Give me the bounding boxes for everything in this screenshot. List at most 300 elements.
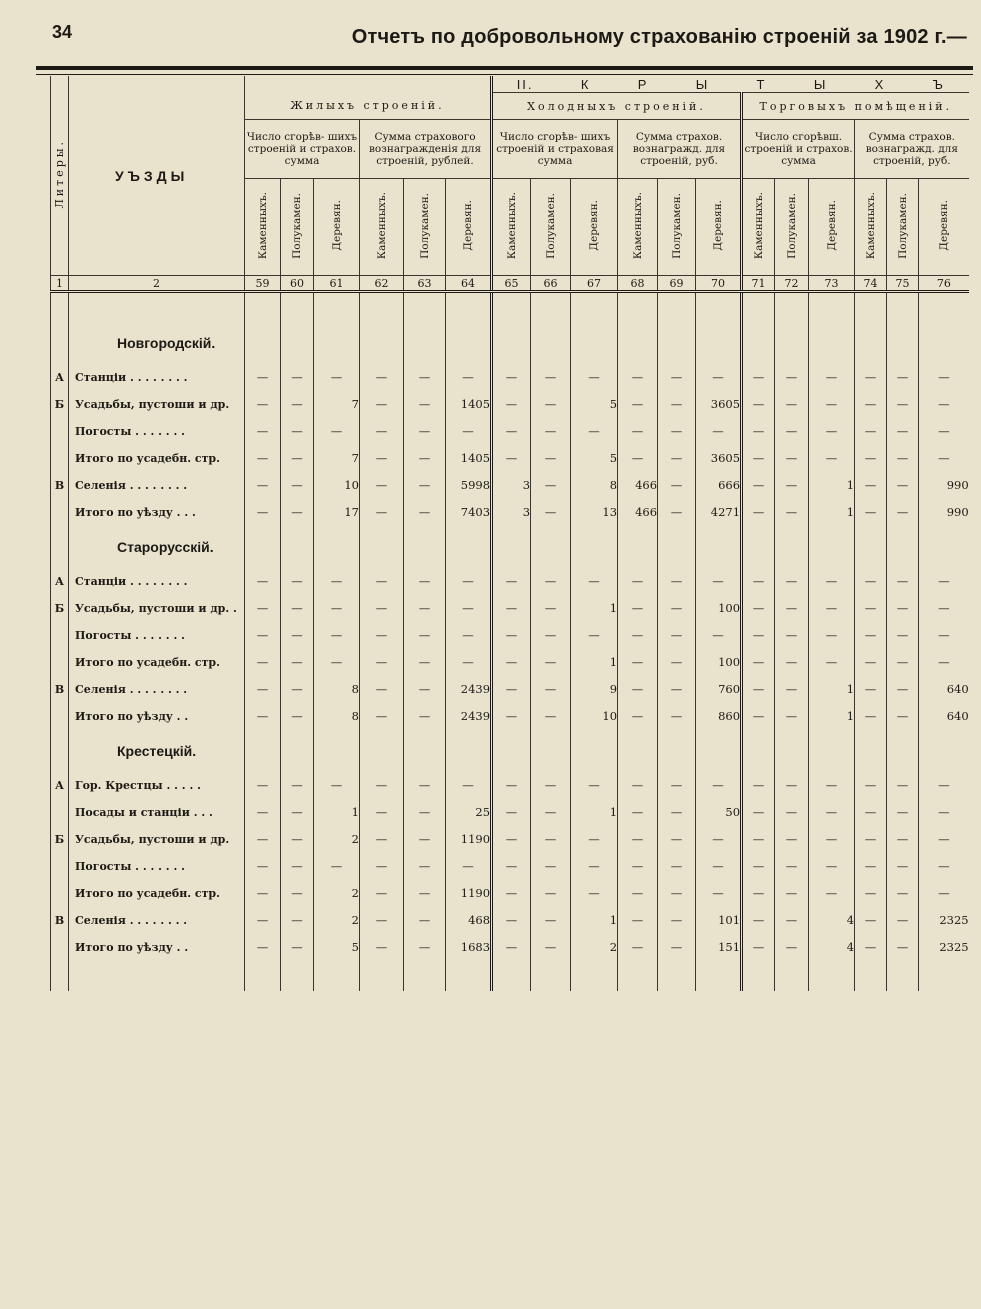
table-cell: — bbox=[245, 907, 281, 934]
table-cell: — bbox=[531, 364, 571, 391]
table-cell: — bbox=[446, 772, 492, 799]
table-cell: — bbox=[281, 826, 314, 853]
row-litera bbox=[51, 649, 69, 676]
table-cell: 760 bbox=[696, 676, 742, 703]
table-cell bbox=[446, 292, 492, 322]
table-cell: — bbox=[492, 568, 531, 595]
table-cell bbox=[245, 730, 281, 772]
table-cell bbox=[775, 322, 809, 364]
table-cell: — bbox=[887, 472, 919, 499]
part-title-letter: Ы bbox=[813, 76, 828, 92]
table-cell: — bbox=[492, 934, 531, 961]
table-cell: 7 bbox=[314, 391, 360, 418]
table-cell: — bbox=[360, 703, 404, 730]
table-cell: — bbox=[492, 445, 531, 472]
row-litera bbox=[51, 934, 69, 961]
row-label: Итого по усадебн. стр. bbox=[69, 649, 245, 676]
table-cell: — bbox=[919, 649, 969, 676]
material-col-header: Полукамен. bbox=[658, 179, 696, 276]
table-cell bbox=[919, 730, 969, 772]
table-cell: — bbox=[245, 799, 281, 826]
table-cell: 468 bbox=[446, 907, 492, 934]
table-cell: — bbox=[245, 418, 281, 445]
table-cell: — bbox=[281, 445, 314, 472]
table-cell: 9 bbox=[571, 676, 618, 703]
table-cell: 101 bbox=[696, 907, 742, 934]
table-cell: — bbox=[887, 826, 919, 853]
subgroup-header: Сумма страхов. вознагражд. для строеній, руб. bbox=[618, 120, 742, 179]
table-cell: — bbox=[531, 676, 571, 703]
table-cell: 4 bbox=[809, 907, 855, 934]
table-cell: — bbox=[360, 418, 404, 445]
table-cell bbox=[809, 526, 855, 568]
table-cell: — bbox=[696, 418, 742, 445]
statistics-table bbox=[50, 76, 969, 991]
column-number: 65 bbox=[492, 276, 531, 292]
table-cell bbox=[245, 292, 281, 322]
table-cell bbox=[404, 526, 446, 568]
material-col-header: Полукамен. bbox=[531, 179, 571, 276]
table-cell: — bbox=[658, 703, 696, 730]
table-cell: — bbox=[809, 418, 855, 445]
table-cell: — bbox=[887, 676, 919, 703]
district-name: Старорусскій. bbox=[69, 526, 245, 568]
table-cell bbox=[855, 730, 887, 772]
row-litera bbox=[51, 799, 69, 826]
table-cell: 1 bbox=[571, 907, 618, 934]
uezdy-header: УЪЗДЫ bbox=[69, 76, 245, 276]
table-cell: — bbox=[446, 568, 492, 595]
table-cell: — bbox=[855, 799, 887, 826]
table-cell: — bbox=[314, 772, 360, 799]
table-cell: 666 bbox=[696, 472, 742, 499]
table-cell bbox=[446, 526, 492, 568]
table-cell: — bbox=[492, 853, 531, 880]
table-cell bbox=[855, 961, 887, 991]
table-cell: — bbox=[618, 418, 658, 445]
table-cell: 1 bbox=[314, 799, 360, 826]
table-cell bbox=[809, 961, 855, 991]
table-cell: — bbox=[809, 391, 855, 418]
table-cell: 4271 bbox=[696, 499, 742, 526]
table-cell: 3605 bbox=[696, 445, 742, 472]
table-cell: 1 bbox=[809, 676, 855, 703]
table-cell: — bbox=[571, 826, 618, 853]
table-cell: — bbox=[531, 703, 571, 730]
table-cell: — bbox=[919, 799, 969, 826]
table-cell: — bbox=[742, 934, 775, 961]
column-number: 60 bbox=[281, 276, 314, 292]
table-cell: — bbox=[775, 418, 809, 445]
table-cell: — bbox=[742, 418, 775, 445]
table-cell: — bbox=[742, 649, 775, 676]
table-row bbox=[51, 391, 969, 418]
table-row bbox=[51, 703, 969, 730]
column-number: 69 bbox=[658, 276, 696, 292]
column-number: 2 bbox=[69, 276, 245, 292]
table-cell: 25 bbox=[446, 799, 492, 826]
table-cell: — bbox=[618, 364, 658, 391]
row-label: Итого по уѣзду . . . bbox=[69, 499, 245, 526]
table-cell: 3605 bbox=[696, 391, 742, 418]
material-col-header: Полукамен. bbox=[404, 179, 446, 276]
table-cell: — bbox=[281, 364, 314, 391]
table-cell bbox=[404, 292, 446, 322]
table-cell: — bbox=[809, 649, 855, 676]
table-cell: 5 bbox=[571, 445, 618, 472]
table-cell: — bbox=[531, 880, 571, 907]
table-cell: 2325 bbox=[919, 907, 969, 934]
table-cell: 1 bbox=[809, 703, 855, 730]
table-cell: — bbox=[245, 676, 281, 703]
table-cell: 2439 bbox=[446, 676, 492, 703]
part-title-letter: Ы bbox=[695, 76, 710, 92]
table-cell: — bbox=[360, 568, 404, 595]
table-cell: — bbox=[809, 622, 855, 649]
column-number: 1 bbox=[51, 276, 69, 292]
column-number: 63 bbox=[404, 276, 446, 292]
table-cell: 5 bbox=[571, 391, 618, 418]
table-cell: — bbox=[446, 364, 492, 391]
table-cell: — bbox=[696, 772, 742, 799]
table-cell: — bbox=[492, 799, 531, 826]
table-cell: — bbox=[245, 445, 281, 472]
table-cell: 1190 bbox=[446, 826, 492, 853]
table-cell: — bbox=[618, 445, 658, 472]
table-cell bbox=[531, 961, 571, 991]
table-cell: — bbox=[855, 649, 887, 676]
table-cell: — bbox=[360, 499, 404, 526]
table-cell: — bbox=[281, 391, 314, 418]
part-title-letter: II. bbox=[516, 76, 534, 92]
table-cell: — bbox=[492, 391, 531, 418]
table-cell: 466 bbox=[618, 499, 658, 526]
table-cell: — bbox=[658, 499, 696, 526]
table-cell: — bbox=[658, 649, 696, 676]
table-cell: 1 bbox=[809, 472, 855, 499]
row-litera bbox=[51, 880, 69, 907]
table-cell bbox=[919, 322, 969, 364]
table-cell: — bbox=[404, 799, 446, 826]
table-cell: — bbox=[404, 472, 446, 499]
table-cell bbox=[919, 961, 969, 991]
table-cell: — bbox=[775, 595, 809, 622]
table-cell: — bbox=[531, 907, 571, 934]
table-row bbox=[51, 961, 969, 991]
table-cell bbox=[658, 730, 696, 772]
table-cell: — bbox=[492, 676, 531, 703]
table-cell: — bbox=[919, 445, 969, 472]
table-cell: — bbox=[658, 472, 696, 499]
table-cell bbox=[360, 292, 404, 322]
table-cell: — bbox=[404, 676, 446, 703]
table-cell: — bbox=[809, 826, 855, 853]
table-cell: — bbox=[742, 853, 775, 880]
table-cell: 1 bbox=[571, 799, 618, 826]
table-cell: — bbox=[887, 703, 919, 730]
table-cell: — bbox=[446, 853, 492, 880]
table-cell bbox=[658, 526, 696, 568]
table-cell: — bbox=[531, 472, 571, 499]
table-cell: — bbox=[855, 676, 887, 703]
material-col-header: Каменныхъ. bbox=[618, 179, 658, 276]
table-cell: — bbox=[245, 772, 281, 799]
table-cell: — bbox=[360, 391, 404, 418]
table-cell: — bbox=[492, 418, 531, 445]
row-label: Итого по уѣзду . . bbox=[69, 934, 245, 961]
row-label bbox=[69, 292, 245, 322]
table-cell: 2 bbox=[314, 907, 360, 934]
table-row bbox=[51, 676, 969, 703]
table-cell: — bbox=[618, 676, 658, 703]
table-cell: 2 bbox=[571, 934, 618, 961]
material-col-header: Деревян. bbox=[919, 179, 969, 276]
table-cell bbox=[245, 322, 281, 364]
table-cell: — bbox=[360, 880, 404, 907]
table-cell: — bbox=[404, 622, 446, 649]
table-cell: — bbox=[314, 364, 360, 391]
table-cell: — bbox=[281, 499, 314, 526]
table-cell: 5998 bbox=[446, 472, 492, 499]
table-cell: 2 bbox=[314, 826, 360, 853]
district-heading-row bbox=[51, 526, 969, 568]
district-name: Крестецкій. bbox=[69, 730, 245, 772]
table-cell bbox=[887, 961, 919, 991]
table-cell: — bbox=[245, 472, 281, 499]
table-cell: — bbox=[281, 799, 314, 826]
table-cell: — bbox=[855, 880, 887, 907]
row-litera: А bbox=[51, 772, 69, 799]
part-title-letter: Х bbox=[874, 76, 886, 92]
table-cell: 2439 bbox=[446, 703, 492, 730]
table-cell: — bbox=[281, 622, 314, 649]
table-cell bbox=[492, 961, 531, 991]
row-litera: В bbox=[51, 472, 69, 499]
table-cell: — bbox=[492, 826, 531, 853]
table-cell bbox=[446, 322, 492, 364]
group-cold: Холодныхъ строеній. bbox=[492, 93, 742, 120]
table-cell: — bbox=[742, 799, 775, 826]
row-label: Станціи . . . . . . . . bbox=[69, 364, 245, 391]
table-cell: — bbox=[809, 799, 855, 826]
table-cell: — bbox=[618, 595, 658, 622]
table-cell: — bbox=[446, 595, 492, 622]
group-trade: Торговыхъ помѣщеній. bbox=[742, 93, 969, 120]
table-cell: — bbox=[618, 853, 658, 880]
table-cell: 100 bbox=[696, 595, 742, 622]
row-label: Усадьбы, пустоши и др. bbox=[69, 391, 245, 418]
table-cell: — bbox=[492, 907, 531, 934]
table-cell: — bbox=[809, 853, 855, 880]
table-cell: — bbox=[855, 391, 887, 418]
table-cell: — bbox=[775, 568, 809, 595]
table-cell: — bbox=[618, 826, 658, 853]
row-litera bbox=[51, 292, 69, 322]
row-label: Посады и станціи . . . bbox=[69, 799, 245, 826]
table-cell: — bbox=[887, 853, 919, 880]
table-cell: — bbox=[245, 880, 281, 907]
table-cell: — bbox=[281, 853, 314, 880]
table-cell: — bbox=[919, 622, 969, 649]
table-cell: — bbox=[404, 853, 446, 880]
column-number: 62 bbox=[360, 276, 404, 292]
table-cell: 640 bbox=[919, 676, 969, 703]
table-cell: — bbox=[658, 418, 696, 445]
material-col-header: Деревян. bbox=[314, 179, 360, 276]
table-cell: — bbox=[314, 568, 360, 595]
table-cell bbox=[618, 292, 658, 322]
table-cell bbox=[245, 961, 281, 991]
table-cell: — bbox=[775, 445, 809, 472]
table-cell: 8 bbox=[314, 676, 360, 703]
table-cell: 1190 bbox=[446, 880, 492, 907]
table-cell: — bbox=[531, 826, 571, 853]
table-cell: 466 bbox=[618, 472, 658, 499]
table-cell: — bbox=[245, 595, 281, 622]
table-row bbox=[51, 622, 969, 649]
table-cell bbox=[742, 961, 775, 991]
table-cell: — bbox=[531, 622, 571, 649]
table-cell bbox=[492, 292, 531, 322]
table-row bbox=[51, 472, 969, 499]
table-cell: 1 bbox=[571, 595, 618, 622]
table-cell bbox=[571, 526, 618, 568]
row-label: Усадьбы, пустоши и др. bbox=[69, 826, 245, 853]
table-cell: — bbox=[855, 445, 887, 472]
table-cell: — bbox=[887, 391, 919, 418]
table-cell: — bbox=[742, 595, 775, 622]
table-row bbox=[51, 445, 969, 472]
row-litera: В bbox=[51, 676, 69, 703]
table-cell: — bbox=[919, 418, 969, 445]
table-cell: — bbox=[919, 595, 969, 622]
table-row bbox=[51, 499, 969, 526]
table-cell: — bbox=[775, 703, 809, 730]
table-cell: — bbox=[360, 772, 404, 799]
table-cell: — bbox=[919, 568, 969, 595]
table-cell: — bbox=[404, 772, 446, 799]
table-cell: 4 bbox=[809, 934, 855, 961]
table-cell bbox=[618, 526, 658, 568]
table-row bbox=[51, 364, 969, 391]
table-cell: — bbox=[658, 364, 696, 391]
table-cell bbox=[887, 730, 919, 772]
row-label: Итого по усадебн. стр. bbox=[69, 880, 245, 907]
table-cell: — bbox=[531, 934, 571, 961]
table-cell: — bbox=[360, 622, 404, 649]
table-cell bbox=[446, 730, 492, 772]
table-cell: — bbox=[775, 472, 809, 499]
table-cell bbox=[281, 292, 314, 322]
table-cell: — bbox=[492, 880, 531, 907]
table-cell bbox=[618, 322, 658, 364]
table-cell: 13 bbox=[571, 499, 618, 526]
table-cell: — bbox=[360, 826, 404, 853]
table-cell: — bbox=[404, 880, 446, 907]
table-cell: — bbox=[531, 595, 571, 622]
table-cell: — bbox=[887, 445, 919, 472]
table-cell: — bbox=[245, 391, 281, 418]
table-cell: — bbox=[281, 934, 314, 961]
table-cell: 7 bbox=[314, 445, 360, 472]
table-cell: — bbox=[855, 568, 887, 595]
column-number: 68 bbox=[618, 276, 658, 292]
table-cell: — bbox=[245, 934, 281, 961]
table-cell: — bbox=[531, 799, 571, 826]
table-cell: — bbox=[658, 391, 696, 418]
table-row bbox=[51, 292, 969, 322]
table-cell: — bbox=[855, 418, 887, 445]
running-title: Отчетъ по добровольному страхованію строеній за 1902 г.— bbox=[351, 26, 967, 48]
table-cell: — bbox=[492, 622, 531, 649]
litera-header: Литеры. bbox=[51, 76, 69, 276]
table-cell bbox=[314, 526, 360, 568]
table-cell: — bbox=[245, 568, 281, 595]
subgroup-header: Сумма страхового вознагражденія для строеній, рублей. bbox=[360, 120, 492, 179]
row-label: Погосты . . . . . . . bbox=[69, 853, 245, 880]
table-cell: — bbox=[855, 364, 887, 391]
table-cell: — bbox=[404, 568, 446, 595]
row-label: Селенія . . . . . . . . bbox=[69, 907, 245, 934]
table-cell: — bbox=[360, 445, 404, 472]
table-cell: — bbox=[281, 772, 314, 799]
table-cell: — bbox=[919, 772, 969, 799]
table-cell: — bbox=[658, 799, 696, 826]
material-col-header: Каменныхъ. bbox=[742, 179, 775, 276]
table-cell: — bbox=[404, 826, 446, 853]
table-cell: — bbox=[404, 499, 446, 526]
table-cell: 50 bbox=[696, 799, 742, 826]
table-cell: — bbox=[887, 364, 919, 391]
table-cell bbox=[742, 292, 775, 322]
table-cell: — bbox=[658, 853, 696, 880]
column-number: 64 bbox=[446, 276, 492, 292]
table-cell: — bbox=[531, 445, 571, 472]
row-litera bbox=[51, 526, 69, 568]
table-cell bbox=[245, 526, 281, 568]
table-cell: — bbox=[245, 622, 281, 649]
table-cell: — bbox=[360, 676, 404, 703]
table-row bbox=[51, 568, 969, 595]
table-cell: — bbox=[887, 649, 919, 676]
table-cell: — bbox=[742, 622, 775, 649]
table-cell: — bbox=[919, 364, 969, 391]
table-cell: — bbox=[775, 391, 809, 418]
table-cell bbox=[571, 292, 618, 322]
table-cell: — bbox=[696, 826, 742, 853]
table-cell: — bbox=[571, 418, 618, 445]
table-cell: — bbox=[531, 418, 571, 445]
table-cell: — bbox=[492, 649, 531, 676]
table-cell: — bbox=[314, 649, 360, 676]
subgroup-header: Число сгорѣвш. строеній и страхов. сумма bbox=[742, 120, 855, 179]
row-litera bbox=[51, 499, 69, 526]
table-cell: — bbox=[855, 499, 887, 526]
table-cell: — bbox=[281, 472, 314, 499]
table-cell bbox=[855, 526, 887, 568]
table-cell: — bbox=[360, 853, 404, 880]
table-cell: 1 bbox=[571, 649, 618, 676]
table-cell: — bbox=[571, 568, 618, 595]
district-heading-row bbox=[51, 322, 969, 364]
table-cell: — bbox=[658, 880, 696, 907]
part-title-letter: Ъ bbox=[932, 76, 945, 92]
district-name: Новгородскій. bbox=[69, 322, 245, 364]
table-cell: — bbox=[618, 703, 658, 730]
table-cell: — bbox=[618, 568, 658, 595]
column-number: 74 bbox=[855, 276, 887, 292]
table-row bbox=[51, 853, 969, 880]
